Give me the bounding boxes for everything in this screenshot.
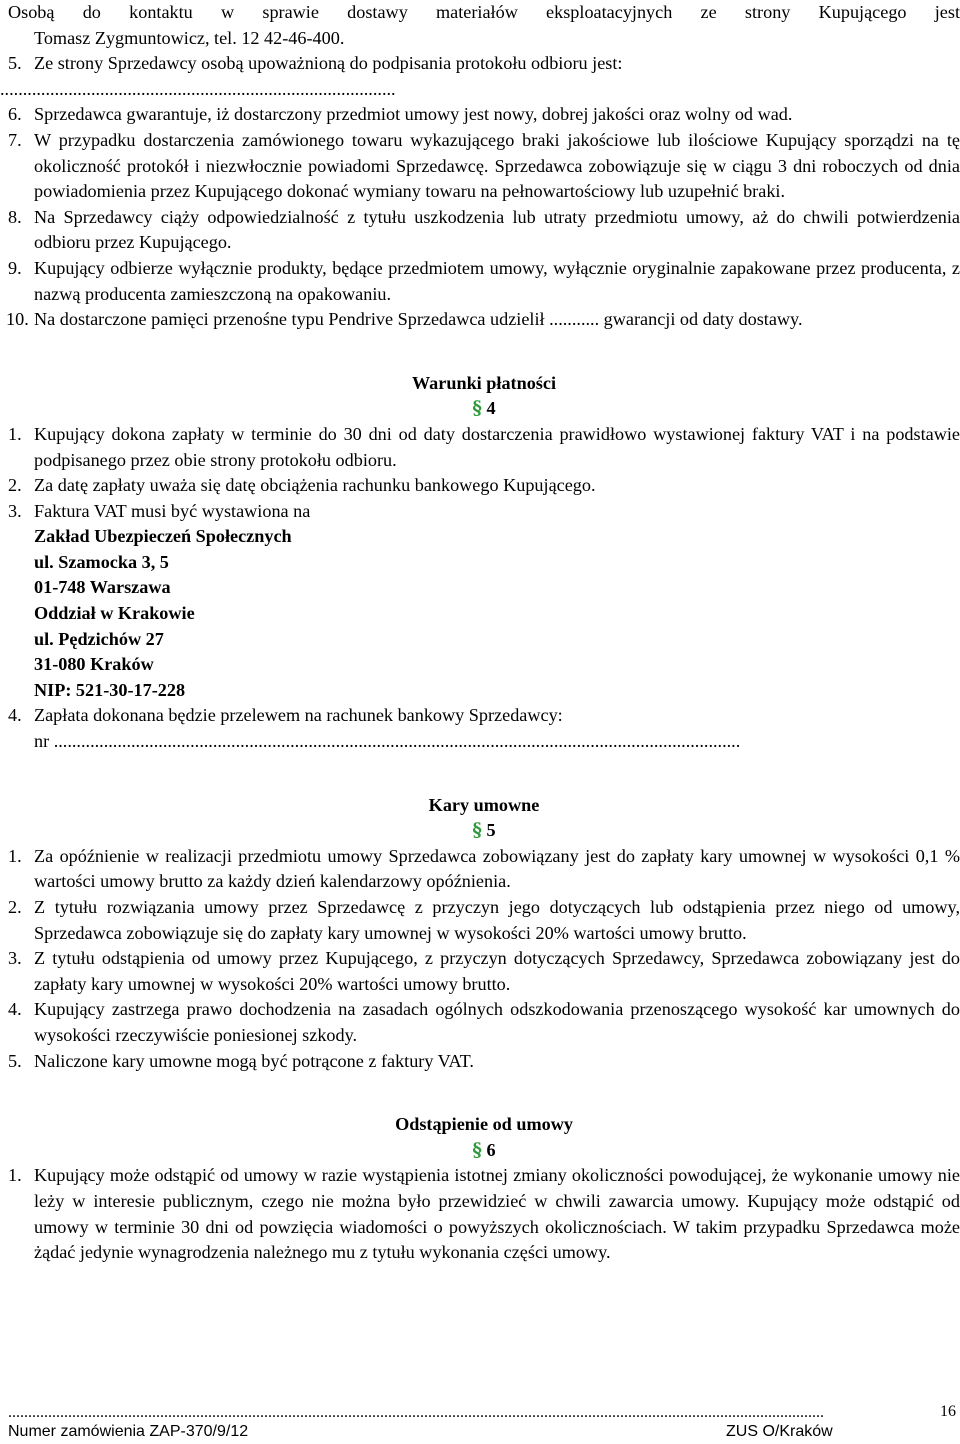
paragraph-marker	[8, 818, 960, 844]
list-item	[8, 703, 960, 729]
institution-name: ZUS O/Kraków	[726, 1423, 833, 1440]
list-item	[8, 256, 960, 307]
item-text: Kupujący odbierze wyłącznie produkty, będące przedmiotem umowy, wyłącznie oryginalnie zapakowane przez producenta, z nazwą producenta zamieszczoną na opakowaniu.	[34, 257, 960, 304]
item-text: Naliczone kary umowne mogą być potrącone z faktury VAT.	[34, 1050, 474, 1071]
section-gap	[8, 333, 960, 371]
section-sign-icon: §	[472, 398, 482, 420]
list-item	[8, 307, 960, 333]
item-text: Sprzedawca gwarantuje, iż dostarczony przedmiot umowy jest nowy, dobrej jakości oraz wolny od wad.	[34, 104, 793, 125]
paragraph-number: 4	[486, 398, 496, 419]
item-number: 1.	[8, 423, 22, 444]
account-number-blank: nr .......................................................................................................................................................	[34, 731, 741, 752]
paragraph-marker	[8, 396, 960, 422]
address-line: Oddział w Krakowie	[34, 603, 195, 624]
list-item	[8, 1163, 960, 1265]
contact-line-2: Tomasz Zygmuntowicz, tel. 12 42-46-400.	[34, 27, 345, 48]
section-sign-icon: §	[472, 1139, 482, 1161]
paragraph-number: 5	[486, 820, 496, 841]
item-text: Na Sprzedawcy ciąży odpowiedzialność z tytułu uszkodzenia lub utraty przedmiotu umowy, aż do chwili potwierdzenia odbioru przez Kupującego.	[34, 206, 960, 253]
item-text: Kupujący może odstąpić od umowy w razie wystąpienia istotnej zmiany okoliczności powodującej, że wykonanie umowy nie leży w interesie publicznym, czego nie można było przewidzieć w chwili zawarcia umowy. Kupujący może odstąpić od umowy w terminie 30 dni od powzięcia wiadomości o powyższych okolicznościach. W takim przypadku Sprzedawca może żądać jedynie wynagrodzenia należnego mu z tytułu wykonania części umowy.	[34, 1165, 960, 1263]
list-item	[8, 499, 960, 525]
address-line: 01-748 Warszawa	[34, 577, 171, 598]
list-item	[8, 997, 960, 1048]
list-item	[8, 946, 960, 997]
item-number: 5.	[8, 53, 22, 74]
item-text: Kupujący zastrzega prawo dochodzenia na zasadach ogólnych odszkodowania przenoszącego wysokość kar umownych do wysokości rzeczywiście poniesionej szkody.	[34, 999, 960, 1045]
address-line: ul. Szamocka 3, 5	[34, 551, 169, 572]
item-text: Faktura VAT musi być wystawiona na	[34, 500, 311, 521]
item-number: 3.	[8, 948, 22, 969]
item-text: Kupujący dokona zapłaty w terminie do 30 dni od daty dostarczenia prawidłowo wystawionej faktury VAT i na podstawie podpisanego przez obie strony protokołu odbioru.	[34, 423, 960, 470]
paragraph-marker	[8, 1138, 960, 1164]
section-sign-icon: §	[472, 820, 482, 842]
item-number: 4.	[8, 705, 22, 726]
paragraph-number: 6	[486, 1139, 496, 1160]
list-item	[8, 473, 960, 499]
item-text: W przypadku dostarczenia zamówionego towaru wykazującego braki jakościowe lub ilościowe Kupujący sporządzi na tę okoliczność protokół i niezwłocznie powiadomi Sprzedawcę. Sprzedawca zobowiązuje się w ciągu 3 dni roboczych od dnia powiadomienia przez Kupującego dokonać wymiany towaru na pełnowartościowy lub uzupełnić braki.	[34, 129, 960, 202]
list-item	[8, 205, 960, 256]
section-gap	[8, 755, 960, 793]
item-number: 7.	[8, 129, 22, 150]
address-line: 31-080 Kraków	[34, 654, 154, 675]
section-gap	[8, 1074, 960, 1112]
item-number: 4.	[8, 999, 22, 1020]
item-number: 2.	[8, 475, 22, 496]
address-line: NIP: 521-30-17-228	[34, 679, 186, 700]
item-text: Na dostarczone pamięci przenośne typu Pendrive Sprzedawca udzielił ........... gwarancji od daty dostawy.	[34, 309, 803, 330]
order-number: Numer zamówienia ZAP-370/9/12	[8, 1423, 249, 1440]
item-text: Z tytułu odstąpienia od umowy przez Kupującego, z przyczyn dotyczących Sprzedawcy, Sprzedawca zobowiązany jest do zapłaty kary umownej w wysokości 20% wartości umowy brutto.	[34, 948, 960, 994]
item-number: 1.	[8, 1165, 22, 1186]
invoice-address	[8, 524, 960, 703]
item-text: Z tytułu rozwiązania umowy przez Sprzedawcę z przyczyn jego dotyczących lub odstąpienia przez niego od umowy, Sprzedawca zobowiązuje się do zapłaty kary umownej w wysokości 20% wartości umowy brutto.	[34, 897, 960, 943]
item-text: Za opóźnienie w realizacji przedmiotu umowy Sprzedawca zobowiązany jest do zapłaty kary umownej w wysokości 0,1 % wartości umowy brutto za każdy dzień kalendarzowy opóźnienia.	[34, 845, 960, 892]
list-item	[8, 51, 960, 77]
list-item	[8, 1049, 960, 1075]
signatory-blank: .......................................................................................	[0, 78, 396, 99]
address-line: Zakład Ubezpieczeń Społecznych	[34, 526, 292, 547]
address-line: ul. Pędzichów 27	[34, 628, 164, 649]
item-text: Za datę zapłaty uważa się datę obciążenia rachunku bankowego Kupującego.	[34, 475, 596, 496]
item-number: 8.	[8, 206, 22, 227]
item-number: 2.	[8, 897, 22, 917]
footer-dotted-rule: ............................................................................................................................................................................................................	[8, 1404, 824, 1421]
item-number: 1.	[8, 845, 22, 866]
list-item	[8, 128, 960, 205]
section-heading-penalties: Kary umowne	[428, 794, 540, 815]
item-text: Zapłata dokonana będzie przelewem na rachunek bankowy Sprzedawcy:	[34, 705, 563, 726]
item-text: Ze strony Sprzedawcy osobą upoważnioną do podpisania protokołu odbioru jest:	[34, 53, 623, 74]
section-heading-payment: Warunki płatności	[411, 372, 557, 393]
item-number: 5.	[8, 1050, 22, 1071]
item-number: 10.	[6, 309, 29, 330]
page-number: 16	[940, 1403, 956, 1420]
contact-line-1: Osobą do kontaktu w sprawie dostawy materiałów eksploatacyjnych ze strony Kupującego jest	[8, 2, 960, 22]
item-number: 9.	[8, 257, 22, 278]
list-item	[8, 895, 960, 946]
item-number: 6.	[8, 104, 22, 125]
section-heading-withdrawal: Odstąpienie od umowy	[395, 1114, 573, 1135]
list-item	[8, 102, 960, 128]
list-item	[8, 422, 960, 473]
list-item	[8, 844, 960, 895]
item-number: 3.	[8, 500, 22, 521]
